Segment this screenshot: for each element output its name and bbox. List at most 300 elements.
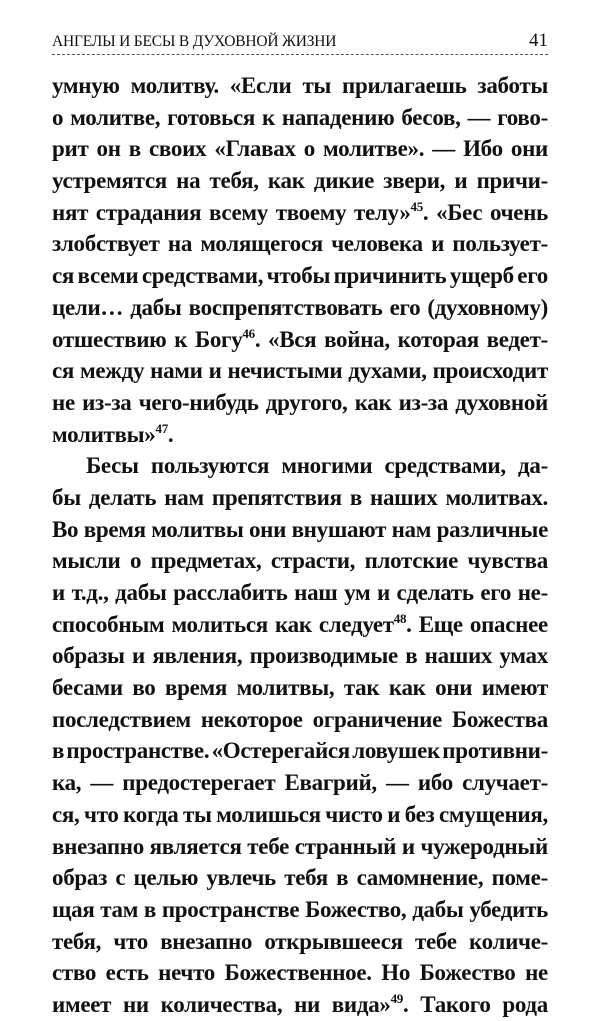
word-group <box>206 862 276 894</box>
word: . <box>406 611 412 637</box>
word: ограничение <box>312 706 443 732</box>
word: да- <box>518 453 548 479</box>
word: цели… <box>52 294 124 320</box>
word-group <box>52 926 101 958</box>
word-group <box>52 387 75 419</box>
word: которая <box>397 326 479 352</box>
word: о <box>52 104 64 130</box>
word: (духовному) <box>427 294 548 320</box>
text-line <box>52 292 548 324</box>
word-group <box>164 482 204 514</box>
word-group <box>381 957 410 989</box>
word-group <box>425 640 492 672</box>
word: наших <box>370 484 438 510</box>
text-line <box>52 672 548 704</box>
word-group <box>284 862 328 894</box>
word-group <box>302 70 331 102</box>
word: чувства <box>467 548 548 574</box>
word: страсти, <box>270 548 356 574</box>
word-group <box>183 799 212 831</box>
word: «Если <box>229 73 292 98</box>
word: как <box>275 611 312 637</box>
word-group <box>420 957 516 989</box>
word: дабы <box>130 294 182 320</box>
word: когда <box>123 801 179 827</box>
word-group <box>389 672 426 704</box>
text-line <box>52 387 548 419</box>
word: . <box>403 991 409 1017</box>
word-group <box>268 324 316 356</box>
word-group <box>383 165 445 197</box>
word: плотские <box>364 548 459 574</box>
word: самомнение, <box>356 865 484 891</box>
word: злобствует <box>52 231 160 257</box>
footnote-reference: 49 <box>390 990 403 1006</box>
word-group <box>402 831 415 863</box>
word-group <box>405 640 417 672</box>
word-group <box>173 577 287 609</box>
word: дабы <box>115 580 167 605</box>
word-group <box>357 862 484 894</box>
word: способным <box>52 611 165 637</box>
word: молитвы <box>151 516 244 542</box>
footnote-reference: 48 <box>393 610 407 626</box>
word-group <box>405 799 435 831</box>
word-group <box>348 355 426 387</box>
word: как <box>388 675 426 701</box>
word-group <box>122 767 275 799</box>
word-group <box>386 767 409 799</box>
word-group <box>100 894 138 926</box>
word-group <box>174 324 187 356</box>
word-group <box>518 450 548 482</box>
word: отшествию <box>52 326 167 352</box>
word: бы <box>52 484 81 510</box>
word: «Главах <box>214 136 296 162</box>
word-group <box>452 228 548 260</box>
word: последствием <box>52 706 191 732</box>
word-group <box>497 102 548 134</box>
word: имеют <box>481 675 548 701</box>
word-group <box>52 419 173 451</box>
text-line <box>52 514 548 546</box>
word: они <box>435 675 473 701</box>
word: как <box>354 389 392 415</box>
text-line <box>52 482 548 514</box>
word-group <box>52 133 88 165</box>
word-group <box>123 799 178 831</box>
text-line <box>52 894 548 926</box>
word: его <box>480 580 512 605</box>
body-text <box>52 70 548 1021</box>
word: ся, <box>52 801 80 827</box>
word: многими <box>281 453 373 479</box>
word-group <box>130 292 181 324</box>
word: человека <box>331 231 423 257</box>
word-group <box>477 70 548 102</box>
text-line <box>52 324 548 356</box>
word: они <box>510 136 548 162</box>
word: Бесы <box>86 453 139 479</box>
word-group <box>189 292 383 324</box>
word: целью <box>133 865 199 891</box>
word: чего-нибудь <box>138 389 259 415</box>
text-line <box>52 640 548 672</box>
word: духами, <box>348 358 427 384</box>
word: предостерегает <box>122 770 276 796</box>
word: молящегося <box>200 231 323 257</box>
word-group <box>167 102 255 134</box>
text-line <box>52 197 548 229</box>
word-group <box>294 577 337 609</box>
word: молитвы» <box>52 421 156 447</box>
text-line <box>52 102 548 134</box>
word: причинить <box>333 263 447 289</box>
text-line <box>52 228 548 260</box>
word: щая <box>52 896 95 922</box>
word-group <box>130 545 141 577</box>
word-group <box>52 165 167 197</box>
text-line <box>52 767 548 799</box>
word: Божество <box>419 960 516 986</box>
word-group <box>285 767 377 799</box>
word: нят <box>52 199 89 225</box>
word: рода <box>502 991 548 1017</box>
word: опаснее <box>469 611 548 637</box>
word-group <box>331 228 423 260</box>
word: умах <box>499 643 548 669</box>
word: своих <box>149 136 207 162</box>
word-group <box>442 735 548 767</box>
word-group <box>52 862 107 894</box>
word-group <box>52 957 96 989</box>
word: молишься <box>216 801 321 827</box>
word: молитвах. <box>445 484 548 510</box>
word-group <box>171 609 267 641</box>
word-group <box>52 609 164 641</box>
word-group <box>52 197 88 229</box>
word: поме- <box>491 865 548 891</box>
word: пространстве. <box>66 738 210 764</box>
word: — <box>432 136 455 162</box>
word: нам <box>164 484 204 510</box>
word-group <box>490 197 548 229</box>
word: дабы <box>412 896 464 922</box>
word-group <box>212 482 342 514</box>
word: твоему <box>275 199 347 225</box>
word: ты <box>302 73 332 98</box>
word-group <box>82 387 131 419</box>
word-group <box>419 609 463 641</box>
word-group <box>152 640 242 672</box>
word-group <box>201 704 303 736</box>
word-group <box>250 640 398 672</box>
word-group <box>151 450 269 482</box>
word: противни- <box>442 738 548 764</box>
word-group <box>161 989 283 1021</box>
word-group <box>439 799 548 831</box>
word: очень <box>489 199 548 225</box>
word: чтобы <box>266 263 331 289</box>
text-line <box>52 989 548 1021</box>
word: ся <box>52 263 75 289</box>
word-group <box>399 387 448 419</box>
word: является <box>149 833 242 859</box>
text-line <box>52 831 548 863</box>
word-group <box>477 165 548 197</box>
word-group <box>52 324 166 356</box>
word-group <box>52 894 94 926</box>
word: в <box>128 136 141 162</box>
word-group <box>385 450 506 482</box>
text-line <box>52 450 548 482</box>
word: различные <box>436 516 548 542</box>
word-group <box>469 894 548 926</box>
word-group <box>492 862 548 894</box>
text-line <box>52 704 548 736</box>
word-group <box>52 514 78 546</box>
word-group <box>132 640 145 672</box>
text-line <box>52 70 548 102</box>
word: ство <box>52 960 97 986</box>
word: не <box>52 389 75 415</box>
word-group <box>420 831 547 863</box>
word-group <box>52 577 65 609</box>
word: открывшееся <box>264 928 403 954</box>
word-group <box>96 197 201 229</box>
word-group <box>134 862 199 894</box>
word-group <box>436 197 482 229</box>
word-group <box>344 577 370 609</box>
word: Евагрий, <box>284 770 377 796</box>
word: и <box>454 168 468 194</box>
word: время <box>165 675 228 701</box>
word: бесами <box>52 675 123 701</box>
word-group <box>518 577 548 609</box>
word-group <box>195 324 260 356</box>
word-group <box>267 260 330 292</box>
word-group <box>209 355 222 387</box>
word: в <box>336 865 349 891</box>
word-group <box>377 577 390 609</box>
word-group <box>282 102 394 134</box>
word-group <box>113 926 148 958</box>
word: чужеродный <box>420 833 548 859</box>
word-group <box>469 926 548 958</box>
word-group <box>271 545 355 577</box>
word-group <box>354 197 428 229</box>
word-group <box>350 482 362 514</box>
word: телу» <box>354 199 411 225</box>
word-group <box>264 926 402 958</box>
word-group <box>80 355 144 387</box>
word: некоторое <box>200 706 303 732</box>
word-group <box>249 514 286 546</box>
word: так <box>343 675 380 701</box>
word-group <box>262 102 275 134</box>
text-line <box>52 862 548 894</box>
word-group <box>72 577 109 609</box>
word-group <box>90 767 113 799</box>
word-group <box>420 989 490 1021</box>
word: и <box>387 801 401 827</box>
word: ущерб <box>449 263 514 289</box>
word: Такого <box>420 991 491 1017</box>
running-header <box>52 30 548 55</box>
word-group <box>517 260 548 292</box>
word: Но <box>381 960 411 986</box>
word: из-за <box>82 389 132 415</box>
word: . <box>167 421 174 447</box>
word: «Остерегайся <box>211 738 350 764</box>
word-group <box>415 926 457 958</box>
word-group <box>225 957 372 989</box>
word: нами <box>150 358 203 384</box>
word: молитвы, <box>236 675 335 701</box>
word-group <box>84 514 146 546</box>
word: имеет <box>52 991 112 1017</box>
word-group <box>432 133 455 165</box>
word-group <box>387 799 400 831</box>
word: бесов, <box>401 104 461 130</box>
word-group <box>200 228 323 260</box>
word: молитве». <box>323 136 425 162</box>
word: всему <box>208 199 269 225</box>
word-group <box>355 387 392 419</box>
word: они <box>248 516 287 542</box>
word-group <box>151 514 243 546</box>
word: что <box>84 801 119 827</box>
word-group <box>344 672 379 704</box>
word-group <box>281 450 372 482</box>
word: и <box>208 358 222 384</box>
word-group <box>433 355 548 387</box>
text-line <box>52 165 548 197</box>
word-group <box>52 355 74 387</box>
word: убедить <box>469 896 548 922</box>
word: в <box>349 484 362 510</box>
word-group <box>401 102 460 134</box>
word-group <box>158 957 215 989</box>
word: т.д., <box>71 580 109 605</box>
footnote-reference: 46 <box>242 325 255 341</box>
word-group <box>455 387 548 419</box>
word: есть <box>105 960 149 986</box>
word: молиться <box>171 611 268 637</box>
word: без <box>404 801 435 827</box>
word-group <box>212 735 350 767</box>
word: в <box>143 896 157 922</box>
text-line <box>52 926 548 958</box>
word: его <box>517 263 548 289</box>
word-group <box>150 831 242 863</box>
word: мысли <box>52 548 121 574</box>
word-group <box>214 133 295 165</box>
word: Божественное. <box>224 960 372 986</box>
word-group <box>131 70 219 102</box>
word: молитву. <box>130 73 219 98</box>
word-group <box>304 133 315 165</box>
word: молитве, <box>70 104 161 130</box>
word: не <box>525 960 548 986</box>
word-group <box>314 165 374 197</box>
text-line <box>52 355 548 387</box>
word-group <box>482 672 548 704</box>
word-group <box>412 894 463 926</box>
word: расслабить <box>173 580 288 605</box>
word: во <box>132 675 156 701</box>
word: препятствия <box>211 484 342 510</box>
word-group <box>470 609 548 641</box>
word: пространстве <box>161 896 300 922</box>
word-group <box>268 165 305 197</box>
word-group <box>216 799 321 831</box>
word-group <box>487 324 548 356</box>
word-group <box>52 102 63 134</box>
word: Богу <box>194 326 243 352</box>
word-group <box>86 450 139 482</box>
word: ведет- <box>486 326 548 352</box>
word: чисто <box>325 801 383 827</box>
page-number: 41 <box>529 30 548 51</box>
word: и <box>132 643 145 669</box>
word-group <box>397 577 474 609</box>
word-group <box>52 767 81 799</box>
word: наших <box>424 643 493 669</box>
word-group <box>427 292 548 324</box>
word: — <box>467 104 491 130</box>
word-group <box>502 989 548 1021</box>
text-line <box>52 609 548 641</box>
word-group <box>52 545 121 577</box>
word: Божества <box>451 706 548 732</box>
word-group <box>228 355 343 387</box>
word: внезапно <box>160 928 253 954</box>
word-group <box>332 989 409 1021</box>
word-group <box>52 799 80 831</box>
word: ни <box>294 991 320 1017</box>
word: следует <box>318 611 394 637</box>
word: в <box>405 643 418 669</box>
word: заботы <box>477 73 548 98</box>
word-group <box>319 609 412 641</box>
word-group <box>52 70 120 102</box>
word: ибо <box>417 770 453 796</box>
word-group <box>237 672 335 704</box>
word: и <box>52 580 65 605</box>
word: и <box>431 231 445 257</box>
word-group <box>52 228 160 260</box>
word: тебе <box>414 928 457 954</box>
word: как <box>267 168 305 194</box>
word-group <box>511 133 548 165</box>
word-group <box>499 640 548 672</box>
word: количе- <box>468 928 548 954</box>
word-group <box>392 514 432 546</box>
word: война, <box>324 326 390 352</box>
word: наш <box>294 580 338 605</box>
word-group <box>162 894 299 926</box>
word: тебе <box>247 833 290 859</box>
word: нечистыми <box>227 358 343 384</box>
word: вида» <box>331 991 391 1017</box>
word-group <box>66 735 209 767</box>
word-group <box>452 704 548 736</box>
word-group <box>210 165 259 197</box>
word-group <box>52 704 191 736</box>
word-group <box>52 831 144 863</box>
word: Во <box>52 516 79 542</box>
